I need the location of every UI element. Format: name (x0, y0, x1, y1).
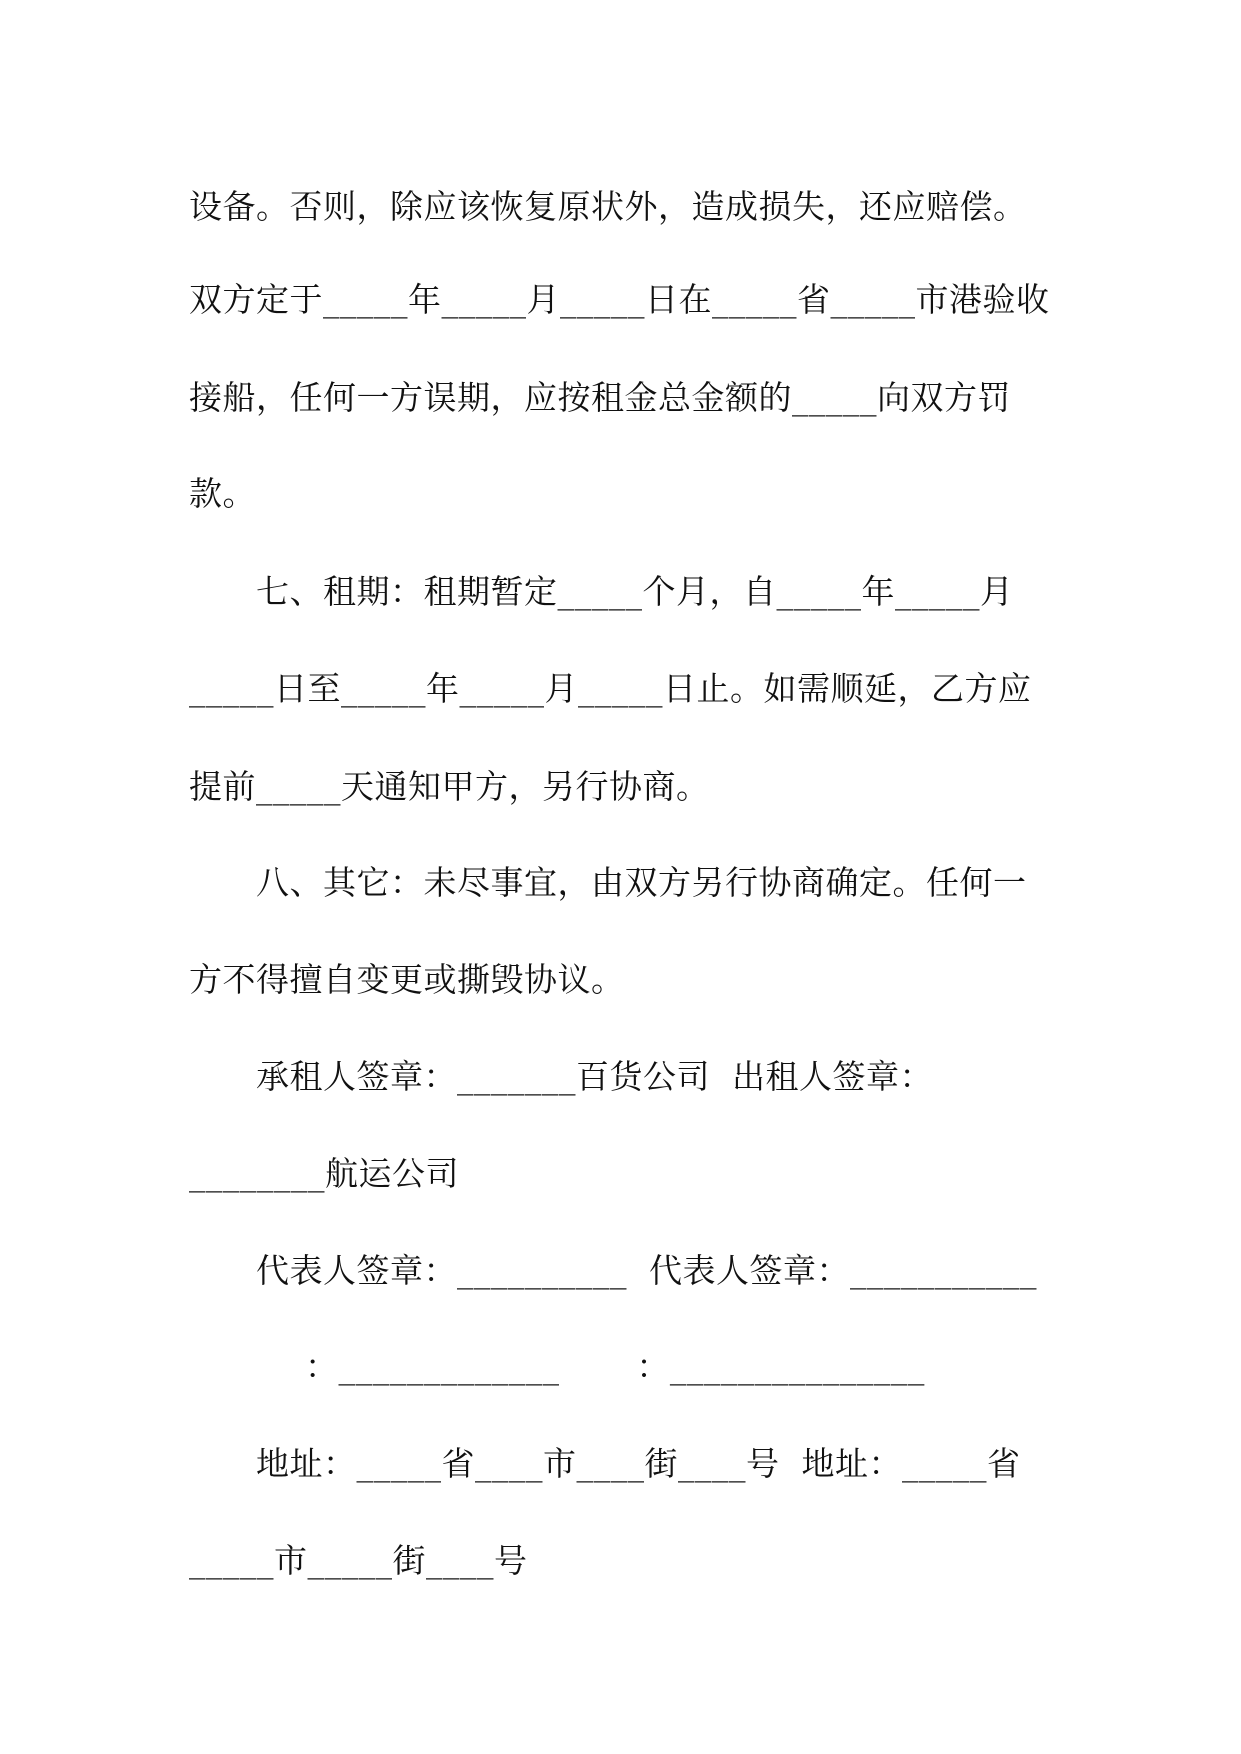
extra-signature-fields-line: ：_____________ ：_______________ (305, 1347, 925, 1386)
signature-lessee-line: 承租人签章：_______百货公司 出租人签章： (256, 1057, 933, 1096)
clause-eight-line-2: 方不得擅自变更或撕毁协议。 (189, 960, 625, 999)
clause-seven-line-2: _____日至_____年_____月_____日止。如需顺延，乙方应 (189, 669, 1032, 708)
clause-seven-line-3: 提前_____天通知甲方，另行协商。 (189, 767, 710, 806)
paragraph-line-1: 设备。否则，除应该恢复原状外，造成损失，还应赔偿。 (189, 187, 1027, 226)
representative-signature-line: 代表人签章：__________ 代表人签章：___________ (256, 1251, 1037, 1290)
address-line-2: _____市_____街____号 (189, 1541, 528, 1580)
paragraph-line-2: 双方定于_____年_____月_____日在_____省_____市港验收 (189, 280, 1050, 319)
paragraph-line-3: 接船，任何一方误期，应按租金总金额的_____向双方罚 (189, 378, 1011, 417)
clause-eight-line-1: 八、其它：未尽事宜，由双方另行协商确定。任何一 (256, 863, 1027, 902)
clause-seven-line-1: 七、租期：租期暂定_____个月，自_____年_____月 (256, 572, 1014, 611)
paragraph-line-4: 款。 (189, 474, 256, 513)
signature-lessor-company-line: ________航运公司 (189, 1154, 459, 1193)
address-line-1: 地址：_____省____市____街____号 地址：_____省 (256, 1444, 1021, 1483)
